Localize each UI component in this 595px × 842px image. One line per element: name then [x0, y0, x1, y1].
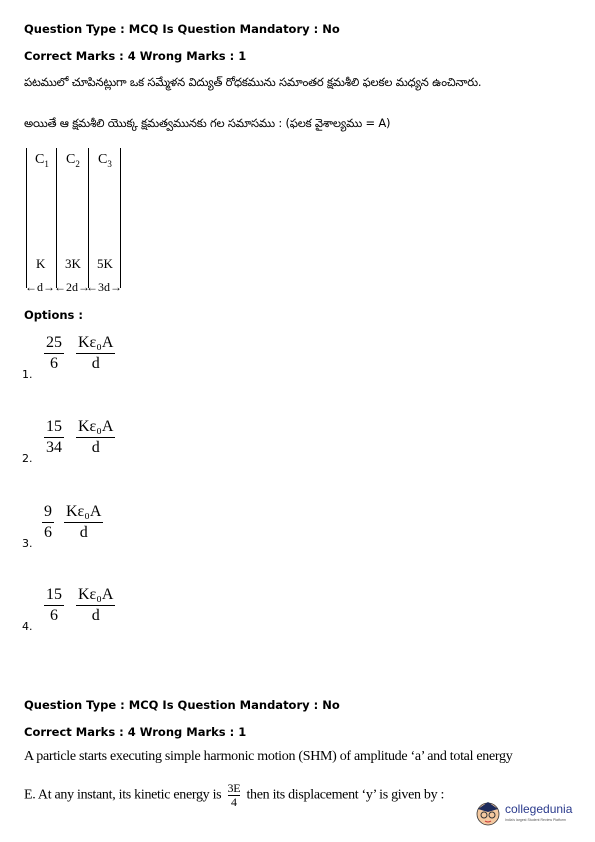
option-expression: Kε₀A d — [66, 503, 102, 541]
logo-tagline: India's largest Student Review Platform — [505, 818, 566, 822]
capacitor-figure — [26, 148, 130, 296]
option-number: 4. — [22, 620, 33, 633]
collegedunia-logo — [474, 797, 584, 831]
options-label: Options : — [24, 308, 83, 322]
option-coefficient: 9 6 — [44, 503, 52, 541]
option-number: 1. — [22, 368, 33, 381]
option-expression: Kε₀A d — [78, 586, 114, 624]
plate-right — [120, 148, 121, 288]
option-number: 3. — [22, 537, 33, 550]
divider-2 — [88, 148, 89, 288]
option-coefficient: 25 6 — [46, 334, 62, 372]
option-coefficient: 15 6 — [46, 586, 62, 624]
option-number: 2. — [22, 452, 33, 465]
option-expression: Kε₀A d — [78, 334, 114, 372]
q1-question-type: Question Type : MCQ Is Question Mandatory : No — [24, 22, 340, 36]
divider-1 — [56, 148, 57, 288]
dim-d: ←d→ — [25, 280, 55, 294]
plate-left — [26, 148, 27, 288]
label-k3: 5K — [97, 256, 113, 271]
label-k2: 3K — [65, 256, 81, 271]
option-coefficient: 15 34 — [46, 418, 62, 456]
dim-3d: ←3d→ — [86, 280, 122, 294]
label-c3: $C_3$ — [98, 152, 112, 169]
q2-marks: Correct Marks : 4 Wrong Marks : 1 — [24, 725, 247, 739]
q2-text-line-2: E. At any instant, its kinetic energy is $\frac{3E}{4}$ then its displacement ‘y’ is given by : — [24, 781, 445, 809]
label-c2: $C_2$ — [66, 152, 80, 169]
q2-text-line-1: A particle starts executing simple harmonic motion (SHM) of amplitude ‘a’ and total energy — [24, 749, 513, 764]
dim-2d: ←2d→ — [54, 280, 90, 294]
q2-question-type: Question Type : MCQ Is Question Mandatory : No — [24, 698, 340, 712]
label-c1: $C_1$ — [35, 152, 49, 169]
logo-text: collegedunia — [505, 802, 573, 816]
option-expression: Kε₀A d — [78, 418, 114, 456]
label-k1: K — [36, 256, 46, 271]
mascot-icon — [474, 799, 502, 827]
q1-marks: Correct Marks : 4 Wrong Marks : 1 — [24, 49, 247, 63]
kinetic-energy-fraction: $\frac{3E}{4}$ — [227, 781, 241, 809]
q1-text-line-1: పటములో చూపినట్లుగా ఒక సమ్మేళన విద్యుత్ రోధకమును సమాంతర క్షమశీలి ఫలకల మధ్యన ఉంచినారు. — [24, 75, 482, 89]
q1-text-line-2: అయితే ఆ క్షమశీలి యొక్క క్షమత్వమునకు గల సమాసము : (ఫలక వైశాల్యము = A) — [24, 116, 391, 130]
